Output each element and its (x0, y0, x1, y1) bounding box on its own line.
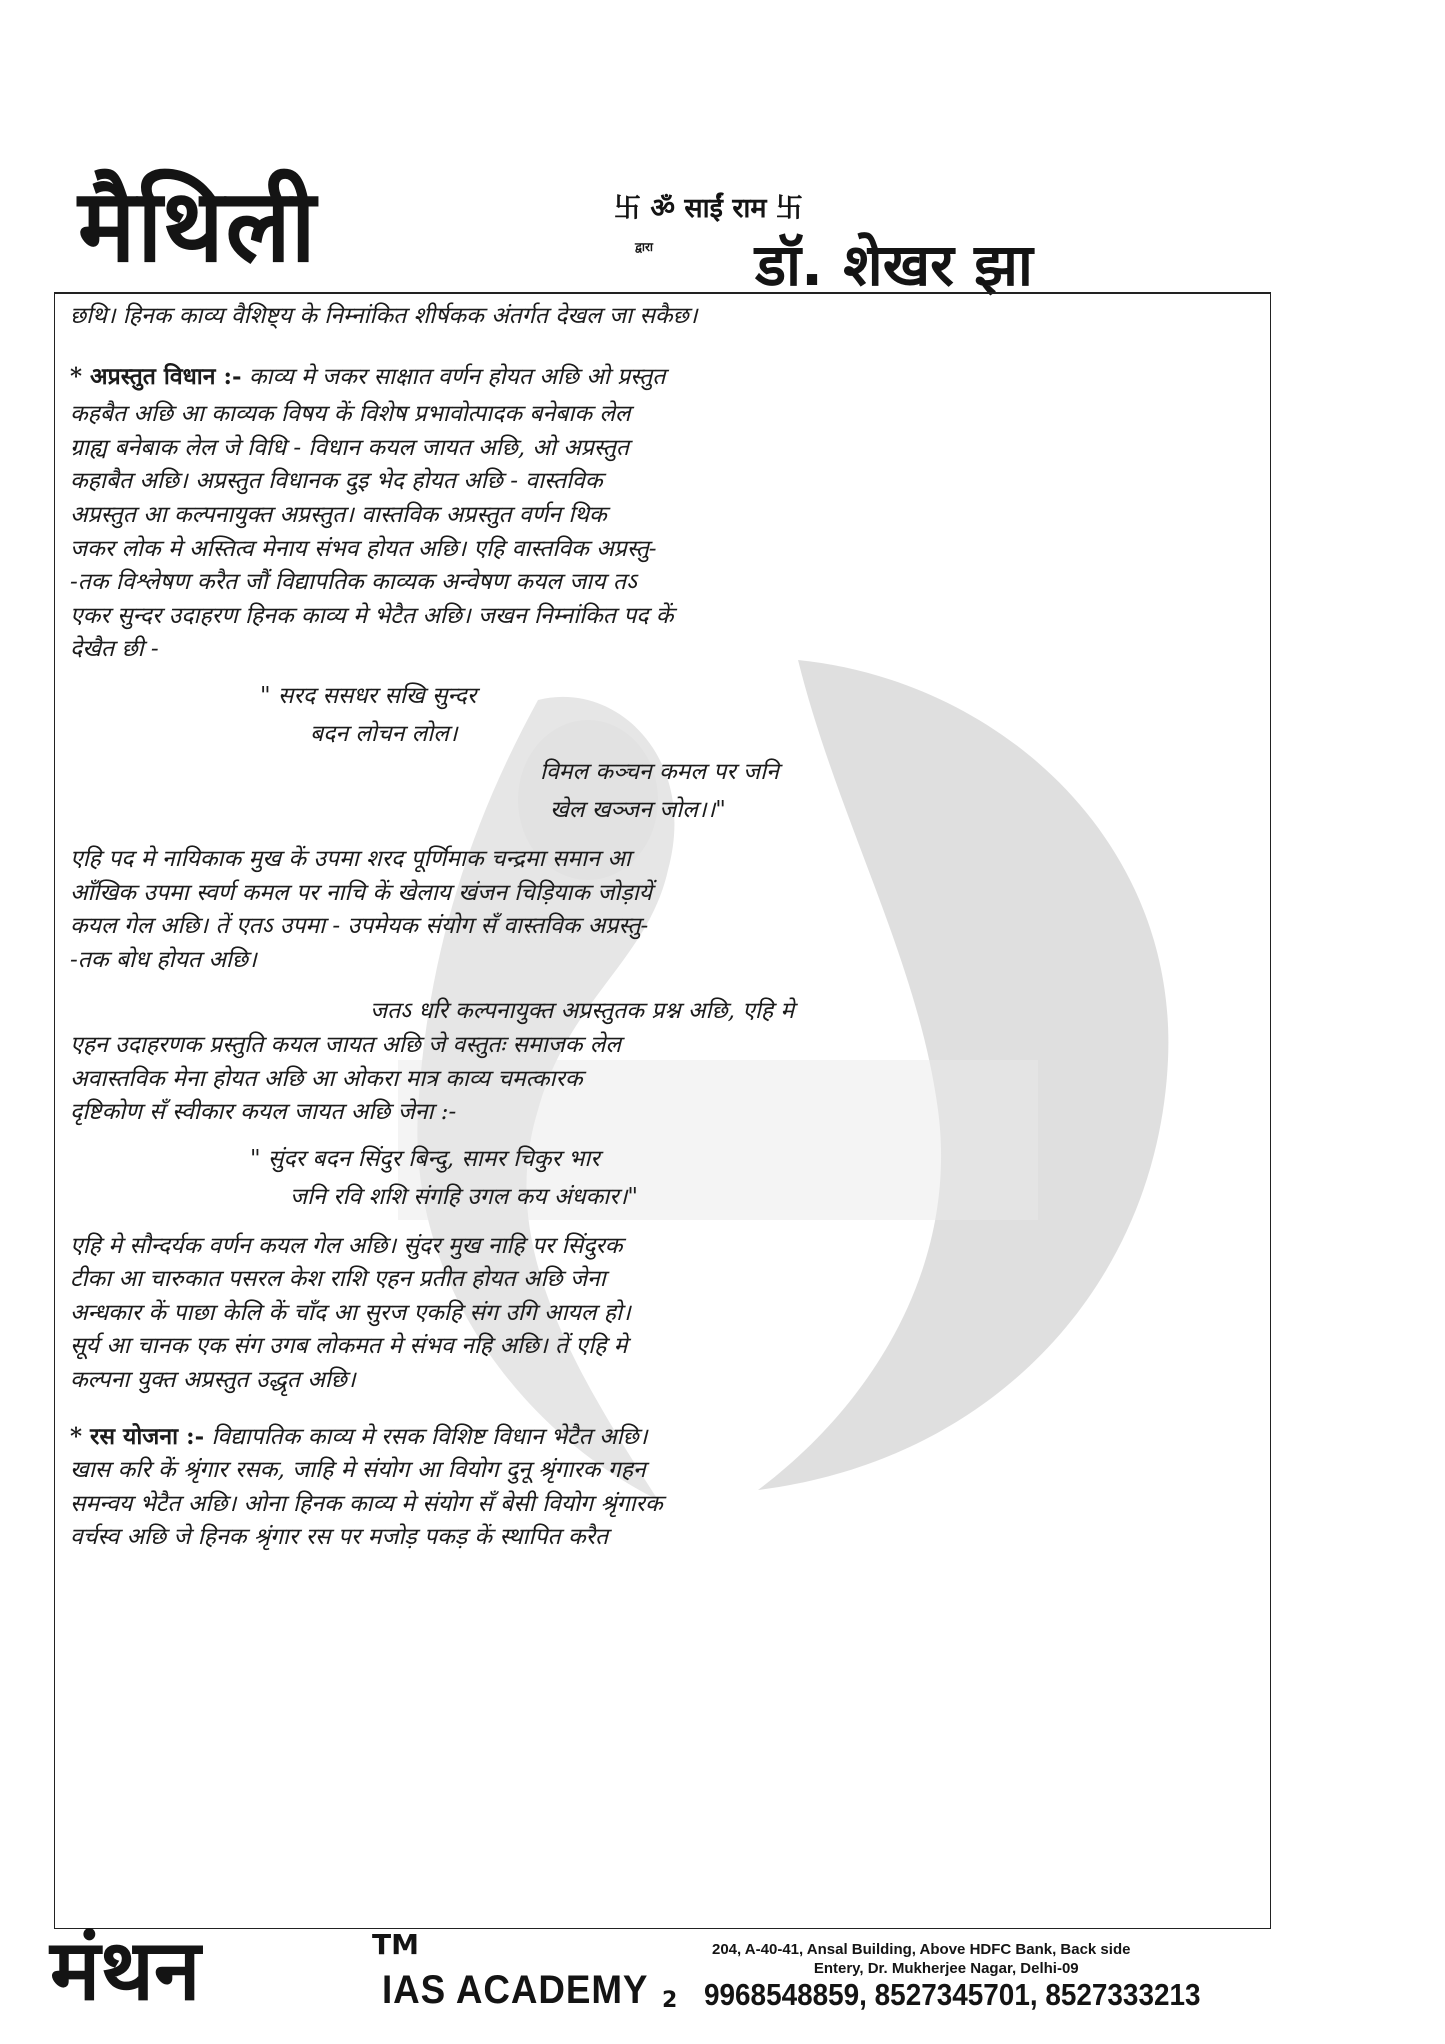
academy-name: IAS ACADEMY (382, 1968, 649, 2012)
address-line: 204, A-40-41, Ansal Building, Above HDFC Bank, Back side (712, 1941, 1131, 1958)
paragraph (70, 843, 1260, 977)
paragraph-line: देखैत छी - (70, 636, 159, 663)
paragraph-line: वर्चस्व अछि जे हिनक श्रृंगार रस पर मजोड़ पकड़ कें स्थापित करैत (70, 1524, 609, 1551)
paragraph-line: कहाबैत अछि। अप्रस्तुत विधानक दुइ भेद होयत अछि - वास्तविक (70, 468, 603, 495)
paragraph-line: आँखिक उपमा स्वर्ण कमल पर नाचि कें खेलाय खंजन चिड़ियाक जोड़ायें (70, 879, 652, 906)
section-ras-yojana (70, 1420, 1260, 1555)
verse-line: जनि रवि शशि संगहि उगल कय अंधकार।" (290, 1183, 638, 1210)
paragraph-line: टीका आ चारुकात पसरल केश राशि एहन प्रतीत होयत अछि जेना (70, 1266, 606, 1293)
paragraph-line: जतऽ धरि कल्पनायुक्त अप्रस्तुतक प्रश्न अछि, एहि मे (370, 998, 795, 1025)
author-name: डॉ. शेखर झा (755, 231, 1033, 299)
paragraph-line: अन्धकार कें पाछा केलि कें चाँद आ सुरज एकहि संग उगि आयल हो। (70, 1299, 631, 1326)
document-body (70, 300, 1260, 1555)
section-heading: * अप्रस्तुत विधान :- (70, 362, 242, 390)
verse-line: " सुंदर बदन सिंदुर बिन्दु, सामर चिकुर भार (250, 1145, 600, 1172)
paragraph-line: ग्राह्य बनेबाक लेल जे विधि - विधान कयल जायत अछि, ओ अप्रस्तुत (70, 434, 629, 461)
paragraph-line: समन्वय भेटैत अछि। ओना हिनक काव्य मे संयोग सँ बेसी वियोग श्रृंगारक (70, 1490, 663, 1517)
paragraph-line: अवास्तविक मेना होयत अछि आ ओकरा मात्र काव्य चमत्कारक (70, 1065, 583, 1092)
verse-block (70, 677, 1260, 829)
paragraph (70, 1230, 1260, 1398)
paragraph-line: कहबैत अछि आ काव्यक विषय कें विशेष प्रभावोत्पादक बनेबाक लेल (70, 401, 631, 428)
section-heading: * रस योजना :- (70, 1422, 205, 1450)
intro-line: छथि। हिनक काव्य वैशिष्ट्य के निम्नांकित शीर्षकक अंतर्गत देखल जा सकैछ। (70, 303, 698, 329)
paragraph-line: खास करि कें श्रृंगार रसक, जाहि मे संयोग आ वियोग दुनू श्रृंगारक गहन (70, 1457, 646, 1484)
paragraph-line: कयल गेल अछि। तें एतऽ उपमा - उपमेयक संयोग सँ वास्तविक अप्रस्तु- (70, 913, 649, 940)
paragraph-line: अप्रस्तुत आ कल्पनायुक्त अप्रस्तुत। वास्तविक अप्रस्तुत वर्णन थिक (70, 501, 607, 528)
trademark-mark: TM (372, 1928, 419, 1961)
verse-line: खेल खञ्जन जोल।।" (550, 796, 726, 823)
paragraph-line: एकर सुन्दर उदाहरण हिनक काव्य मे भेटैत अछि। जखन निम्नांकित पद कें (70, 602, 674, 629)
page-title: मैथिली (78, 167, 318, 285)
invocation-text: 卐 ॐ साईं राम 卐 (614, 193, 803, 224)
paragraph-line: सूर्य आ चानक एक संग उगब लोकमत मे संभव नहि अछि। तें एहि मे (70, 1333, 628, 1360)
paragraph-line: -तक बोध होयत अछि। (70, 946, 257, 973)
by-label: द्वारा (635, 240, 654, 254)
paragraph-line: काव्य मे जकर साक्षात वर्णन होयत अछि ओ प्रस्तुत (248, 363, 666, 390)
verse-block (70, 1140, 1260, 1216)
paragraph-line: एहि मे सौन्दर्यक वर्णन कयल गेल अछि। सुंदर मुख नाहि पर सिंदुरक (70, 1232, 623, 1259)
verse-line: विमल कञ्चन कमल पर जनि (540, 758, 779, 785)
verse-line: " सरद ससधर सखि सुन्दर (260, 682, 477, 709)
paragraph-line: कल्पना युक्त अप्रस्तुत उद्धृत अछि। (70, 1367, 356, 1394)
phone-numbers: 9968548859, 8527345701, 8527333213 (704, 1977, 1201, 2012)
section-apprastut (70, 360, 1260, 667)
address-line: Entery, Dr. Mukherjee Nagar, Delhi-09 (813, 1960, 1079, 1977)
paragraph-line: एहि पद मे नायिकाक मुख कें उपमा शरद पूर्णिमाक चन्द्रमा समान आ (70, 845, 631, 872)
page-number: 2 (662, 1988, 678, 2013)
verse-line: बदन लोचन लोल। (310, 720, 458, 747)
paragraph-line: एहन उदाहरणक प्रस्तुति कयल जायत अछि जे वस्तुतः समाजक लेल (70, 1031, 621, 1058)
footer-address (712, 1940, 1130, 1978)
footer-brand: मंथन (50, 1921, 201, 2019)
paragraph-line: -तक विश्लेषण करैत जौं विद्यापतिक काव्यक अन्वेषण कयल जाय तऽ (70, 569, 637, 596)
paragraph-line: जकर लोक मे अस्तित्व मेनाय संभव होयत अछि। एहि वास्तविक अप्रस्तु- (70, 535, 657, 562)
paragraph-line: दृष्टिकोण सँ स्वीकार कयल जायत अछि जेना :- (70, 1099, 457, 1126)
paragraph-line: विद्यापतिक काव्य मे रसक विशिष्ट विधान भेटैत अछि। (211, 1423, 648, 1450)
paragraph (70, 995, 1260, 1129)
